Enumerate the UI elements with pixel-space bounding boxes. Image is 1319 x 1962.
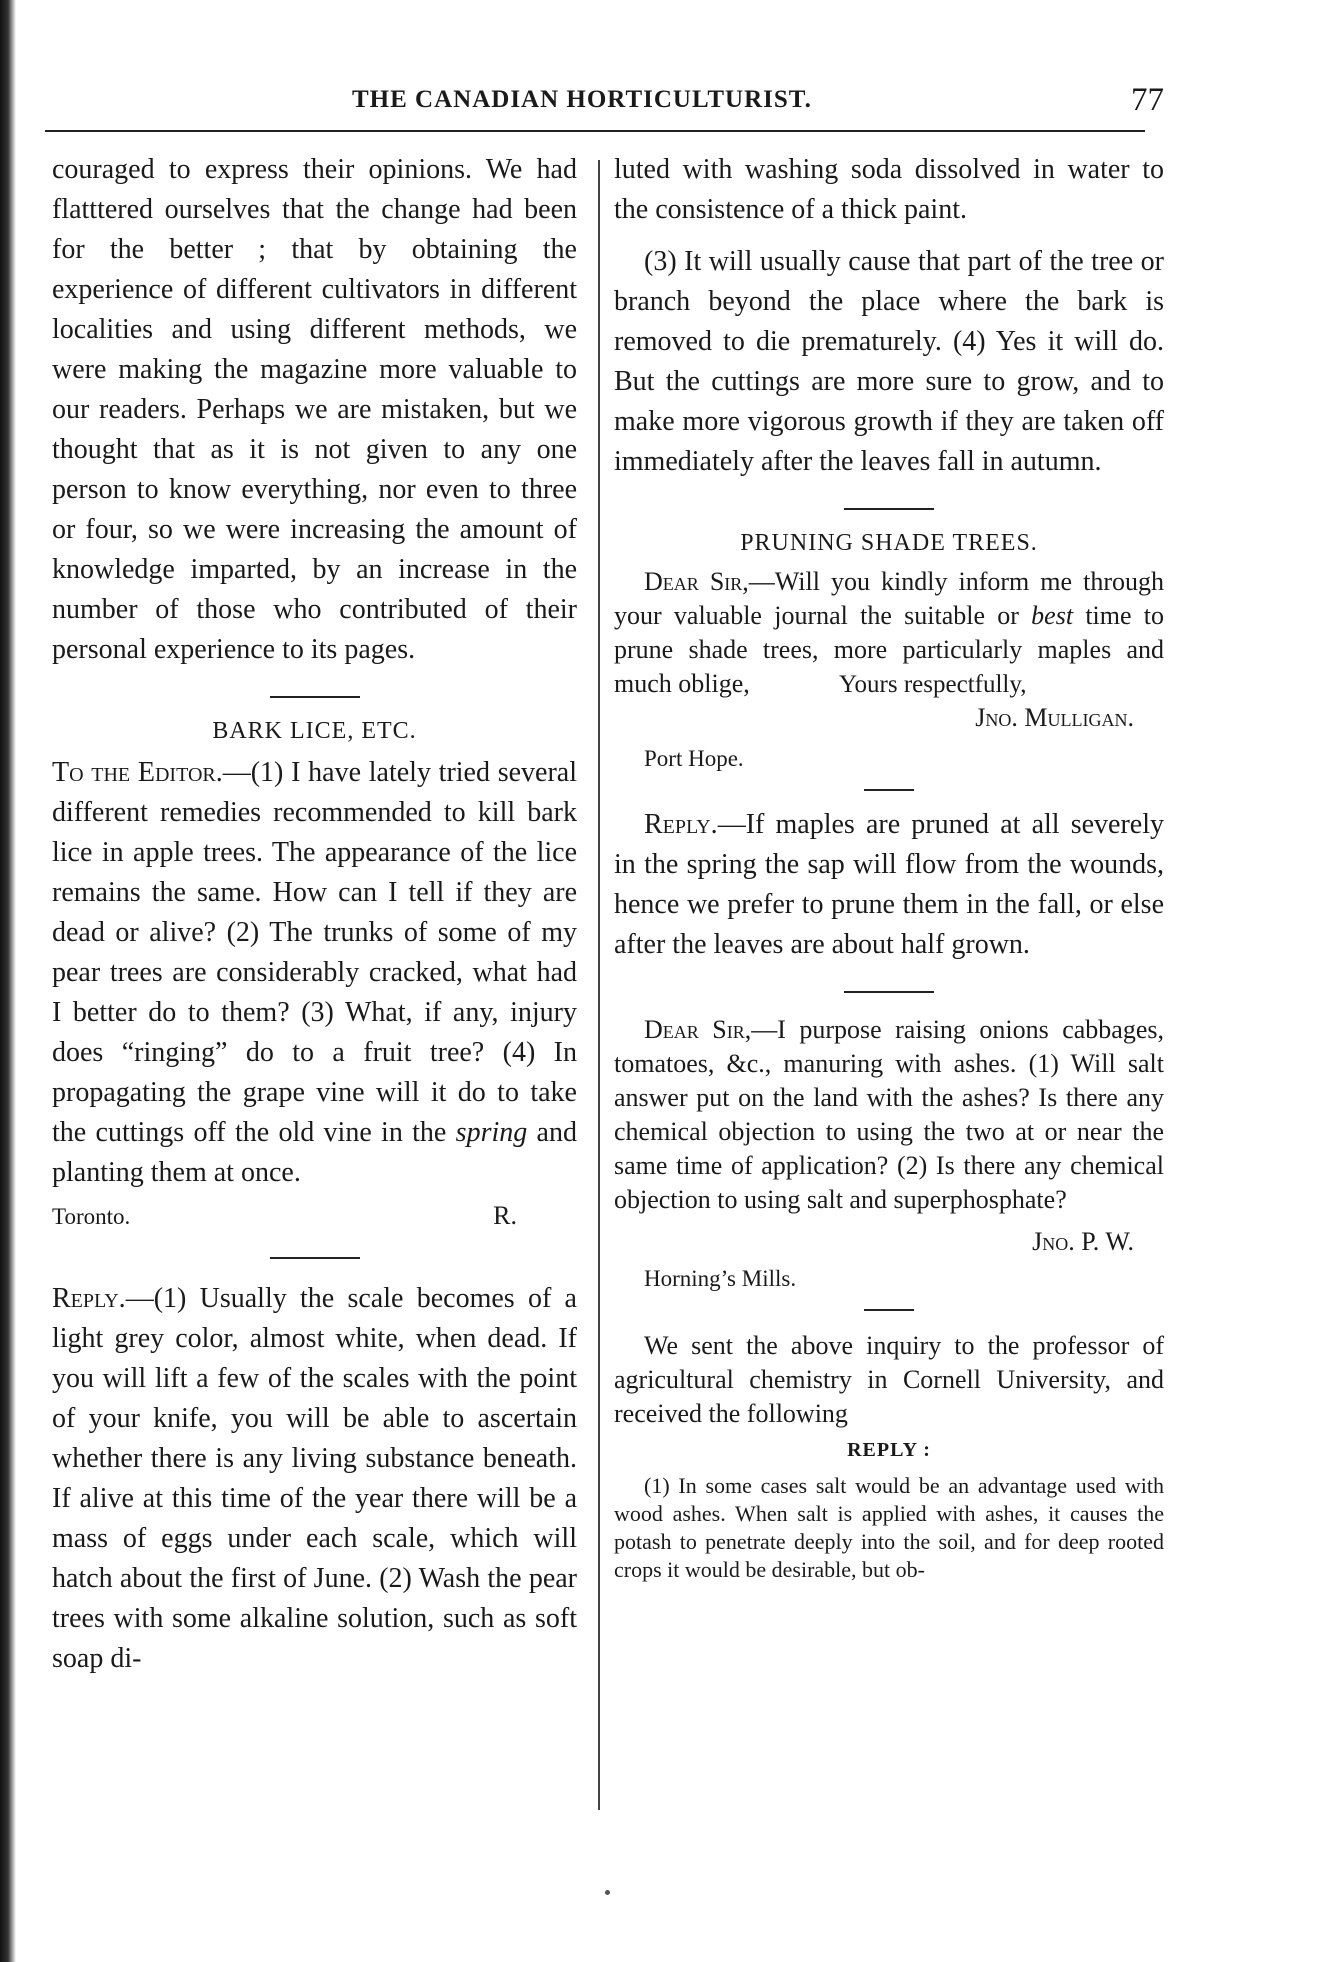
pruning-salutation: Dear Sir,	[644, 567, 749, 596]
bark-lice-letter	[52, 753, 577, 1193]
section-rule	[864, 1309, 914, 1311]
cornell-reply: (1) In some cases salt would be an advantage used with wood ashes. When salt is applied with ashes, it causes the potash to penetrate deeply into the soil, and for deep rooted crops it would be desirable, but ob-	[614, 1473, 1164, 1582]
section-rule	[864, 789, 914, 791]
right-column	[614, 150, 1164, 1584]
letter-spring: spring	[455, 1117, 528, 1148]
section-rule	[844, 508, 934, 510]
reply-points-3-4: (3) It will usually cause that part of the tree or branch beyond the place where the bark is removed to die prematurely. (4) Yes it will do. But the cuttings are more sure to grow, and to make more vigorous growth if they are taken off immediately after the leaves fall in autumn.	[614, 246, 1164, 477]
inquiry-paragraph: We sent the above inquiry to the professor of agricultural chemistry in Cornell University, and received the following	[614, 1331, 1164, 1428]
book-spine-edge	[0, 0, 16, 1962]
pruning-reply-label: Reply.	[644, 809, 718, 840]
onion-letter-body: —I purpose raising onions cabbages, tomatoes, &c., manuring with ashes. (1) Will salt answer put on the land with the ashes? Is there any chemical objection to using the two at or near the same time of application? (2) Is there any chemical objection to using salt and superphosphate?	[614, 1015, 1164, 1214]
letter-body-end: and planting them at once.	[52, 1117, 577, 1188]
continued-paragraph: couraged to express their opinions. We had flatttered ourselves that the change had been for the better ; that by obtaining the experience of different cultivators in different localities and using different methods, we were making the magazine more valuable to our readers. Perhaps we are mistaken, but we thought that as it is not given to any one person to know everything, nor even to three or four, so we were increasing the amount of knowledge imparted, by an increase in the number of those who contributed of their personal experience to its pages.	[52, 154, 577, 665]
left-column	[52, 150, 577, 1679]
header-rule	[45, 130, 1145, 132]
page-speck	[605, 1890, 610, 1895]
page-header	[52, 82, 1164, 130]
pruning-letter-body: —Will you kindly inform me through your valuable journal the suitable or	[614, 567, 1164, 630]
bark-lice-reply	[52, 1279, 577, 1679]
pruning-signature: Jno. Mulligan.	[975, 703, 1134, 732]
pruning-letter-end: time to prune shade trees, more particularly maples and much oblige,	[614, 601, 1164, 698]
letter-body: —(1) I have lately tried several different remedies recommended to kill bark lice in apple trees. The appearance of the lice remains the same. How can I tell if they are dead or alive? (2) The trunks of some of my pear trees are considerably cracked, what had I better do to them? (3) What, if any, injury does “ringing” do to a fruit tree? (4) In propagating the grape vine will it do to take the cuttings off the old vine in the	[52, 757, 577, 1148]
pruning-best: best	[1031, 601, 1074, 630]
reply-body: —(1) Usually the scale becomes of a light grey color, almost white, when dead. If you will lift a few of the scales with the point of your knife, you will be able to ascertain whether there is any living substance beneath. If alive at this time of the year there will be a mass of eggs under each scale, which will hatch about the first of June. (2) Wash the pear trees with some alkaline solution, such as soft soap di-	[52, 1283, 577, 1674]
pruning-closing: Yours respectfully,	[839, 671, 1027, 698]
section-heading-pruning: PRUNING SHADE TREES.	[740, 530, 1038, 556]
onion-salutation: Dear Sir,	[644, 1015, 752, 1044]
reply-heading: REPLY :	[847, 1439, 931, 1461]
letter-place: Toronto.	[52, 1204, 131, 1229]
column-divider	[598, 160, 600, 1810]
running-title: THE CANADIAN HORTICULTURIST.	[352, 86, 812, 113]
letter-salutation: To the Editor.	[52, 757, 223, 788]
pruning-place: Port Hope.	[644, 746, 744, 771]
section-heading-bark-lice: BARK LICE, ETC.	[212, 718, 417, 744]
onion-signature: Jno. P. W.	[1032, 1227, 1134, 1256]
pruning-reply	[614, 805, 1164, 965]
reply-label: Reply.	[52, 1283, 126, 1314]
page-number: 77	[1131, 82, 1164, 118]
onion-letter	[614, 1013, 1164, 1217]
letter-signature: R.	[493, 1201, 517, 1230]
section-rule	[270, 1257, 360, 1259]
section-rule	[844, 991, 934, 993]
pruning-reply-body: —If maples are pruned at all severely in the spring the sap will flow from the wounds, hence we prefer to prune them in the fall, or else after the leaves are about half grown.	[614, 809, 1164, 960]
reply-continued: luted with washing soda dissolved in water to the consistence of a thick paint.	[614, 154, 1164, 225]
onion-place: Horning’s Mills.	[644, 1266, 797, 1291]
section-rule	[270, 696, 360, 698]
